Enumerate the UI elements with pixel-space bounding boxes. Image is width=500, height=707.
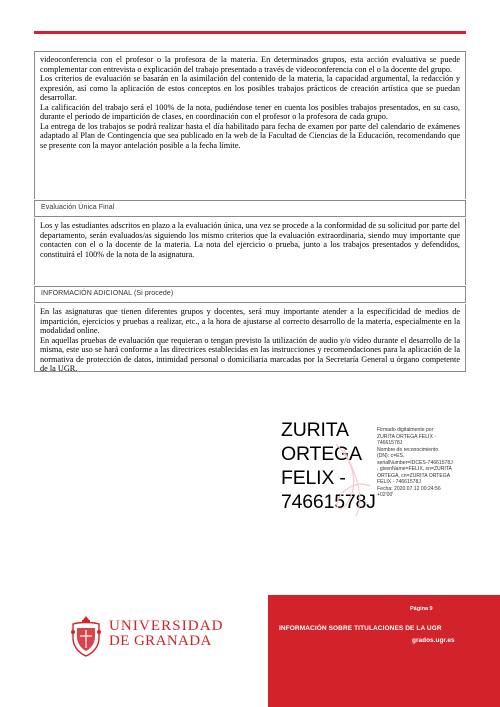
signature-detail-line: serialNumber=IDCES-74661578J — [377, 459, 453, 466]
signature-details — [377, 427, 467, 499]
page-footer — [0, 595, 500, 707]
signature-detail-line: Firmado digitalmente por — [377, 427, 434, 433]
paragraph: La entrega de los trabajos se podrá realizar hasta el día habilitado para fecha de examen por parte del calendario de exámenes adaptado al Plan de Contingencia que sea publicado en la web de la Facultad de Ciencias de la Educación, recomendando que se presente con la mayor antelación posible a la fecha límite. — [40, 121, 460, 150]
paragraph: La calificación del trabajo será el 100% de la nota, pudiéndose tener en cuenta los posibles trabajos presentados, en su caso, durante el periodo de impartición de clases, en coordinación con el profesor o la profesora de cada grupo. — [40, 102, 460, 122]
section-heading: Evaluación Única Final — [41, 204, 115, 211]
evaluation-text-box — [34, 51, 466, 199]
signer-name-line: 74661578J — [281, 491, 376, 513]
additional-info-text — [40, 307, 460, 374]
signature-detail-line: ORTEGA, cn=ZURITA ORTEGA — [377, 472, 451, 479]
signature-detail-line: ZURITA ORTEGA FELIX - — [377, 433, 436, 440]
paragraph: videoconferencia con el profesor o la profesora de la materia. En determinados grupos, esta acción evaluativa se puede complementar con entrevista o explicación del trabajo presentado a través de videoconferencia con el o la docente del grupo. — [40, 55, 460, 74]
header-red-rule — [34, 31, 466, 34]
signature-watermark-icon — [326, 440, 376, 520]
evaluation-text — [40, 55, 460, 150]
paragraph: En las asignaturas que tienen diferentes grupos y docentes, será muy importante atender a la especificidad de medios de impartición, ejercicios y pruebas a realizar, etc., a la hora de ajustarse al correcto desarrollo de la materia, especialmente en la modalidad online. — [40, 307, 460, 336]
single-final-evaluation-box — [34, 218, 466, 285]
signature-detail-line: FELIX - 74661578J — [377, 479, 421, 486]
single-final-evaluation-text — [40, 221, 460, 259]
university-name-sub: DE GRANADA — [109, 633, 212, 649]
page-number: Página 9 — [410, 606, 433, 612]
paragraph: En aquellas pruebas de evaluación que requieran o tengan previsto la utilización de audio y/o vídeo durante el desarrollo de la misma, este uso se hará conforme a las directrices establecidas en las instrucciones y recomendaciones para la aplicación de la normativa de protección de datos, intimidad personal o domiciliaria marcadas por la Secretaría General u órgano competente de la UGR. — [40, 335, 460, 374]
paragraph: Los y las estudiantes adscritos en plazo a la evaluación única, una vez se procede a la conformidad de su solicitud por parte del departamento, serán evaluados/as siguiendo los mismo criterios que la evaluación extraordinaria, siendo muy importante que contacten con el o la docente de la materia. La nota del ejercicio o prueba, junto a los trabajos presentados y defendidos, constituirá el 100% de la nota de la asignatura. — [40, 221, 460, 259]
university-name: UNIVERSIDAD — [109, 618, 224, 634]
paragraph: Los criterios de evaluación se basarán en la asimilación del contenido de la materia, la capacidad argumental, la redacción y expresión, así como la aplicación de estos conceptos en los posibles trabajos prácticos de creación artística que se puedan desarrollar. — [40, 74, 460, 103]
university-crest-icon — [69, 614, 103, 658]
signature-detail-line: , givenName=FELIX, sn=ZURITA — [377, 466, 452, 473]
signer-name-line: FELIX - — [281, 467, 346, 489]
signature-detail-line: Nombre de reconocimiento — [377, 446, 439, 453]
signature-detail-line: +02'00' — [377, 492, 394, 499]
section-heading-box — [34, 200, 466, 217]
footer-info-title: INFORMACIÓN SOBRE TITULACIONES DE LA UGR — [279, 625, 442, 632]
signer-name-line: ZURITA — [281, 419, 349, 441]
footer-website-link[interactable]: grados.ugr.es — [412, 637, 455, 644]
signature-detail-line: 74661578J — [377, 440, 403, 447]
additional-info-box — [34, 304, 466, 372]
section-heading-box — [34, 286, 466, 303]
signature-detail-line: Fecha: 2020.07.12 00:24:56 — [377, 485, 441, 492]
signature-detail-line: (DN): c=ES, — [377, 453, 405, 460]
signer-name-line: ORTEGA — [281, 443, 362, 465]
section-heading: INFORMACIÓN ADICIONAL (Si procede) — [41, 290, 174, 297]
